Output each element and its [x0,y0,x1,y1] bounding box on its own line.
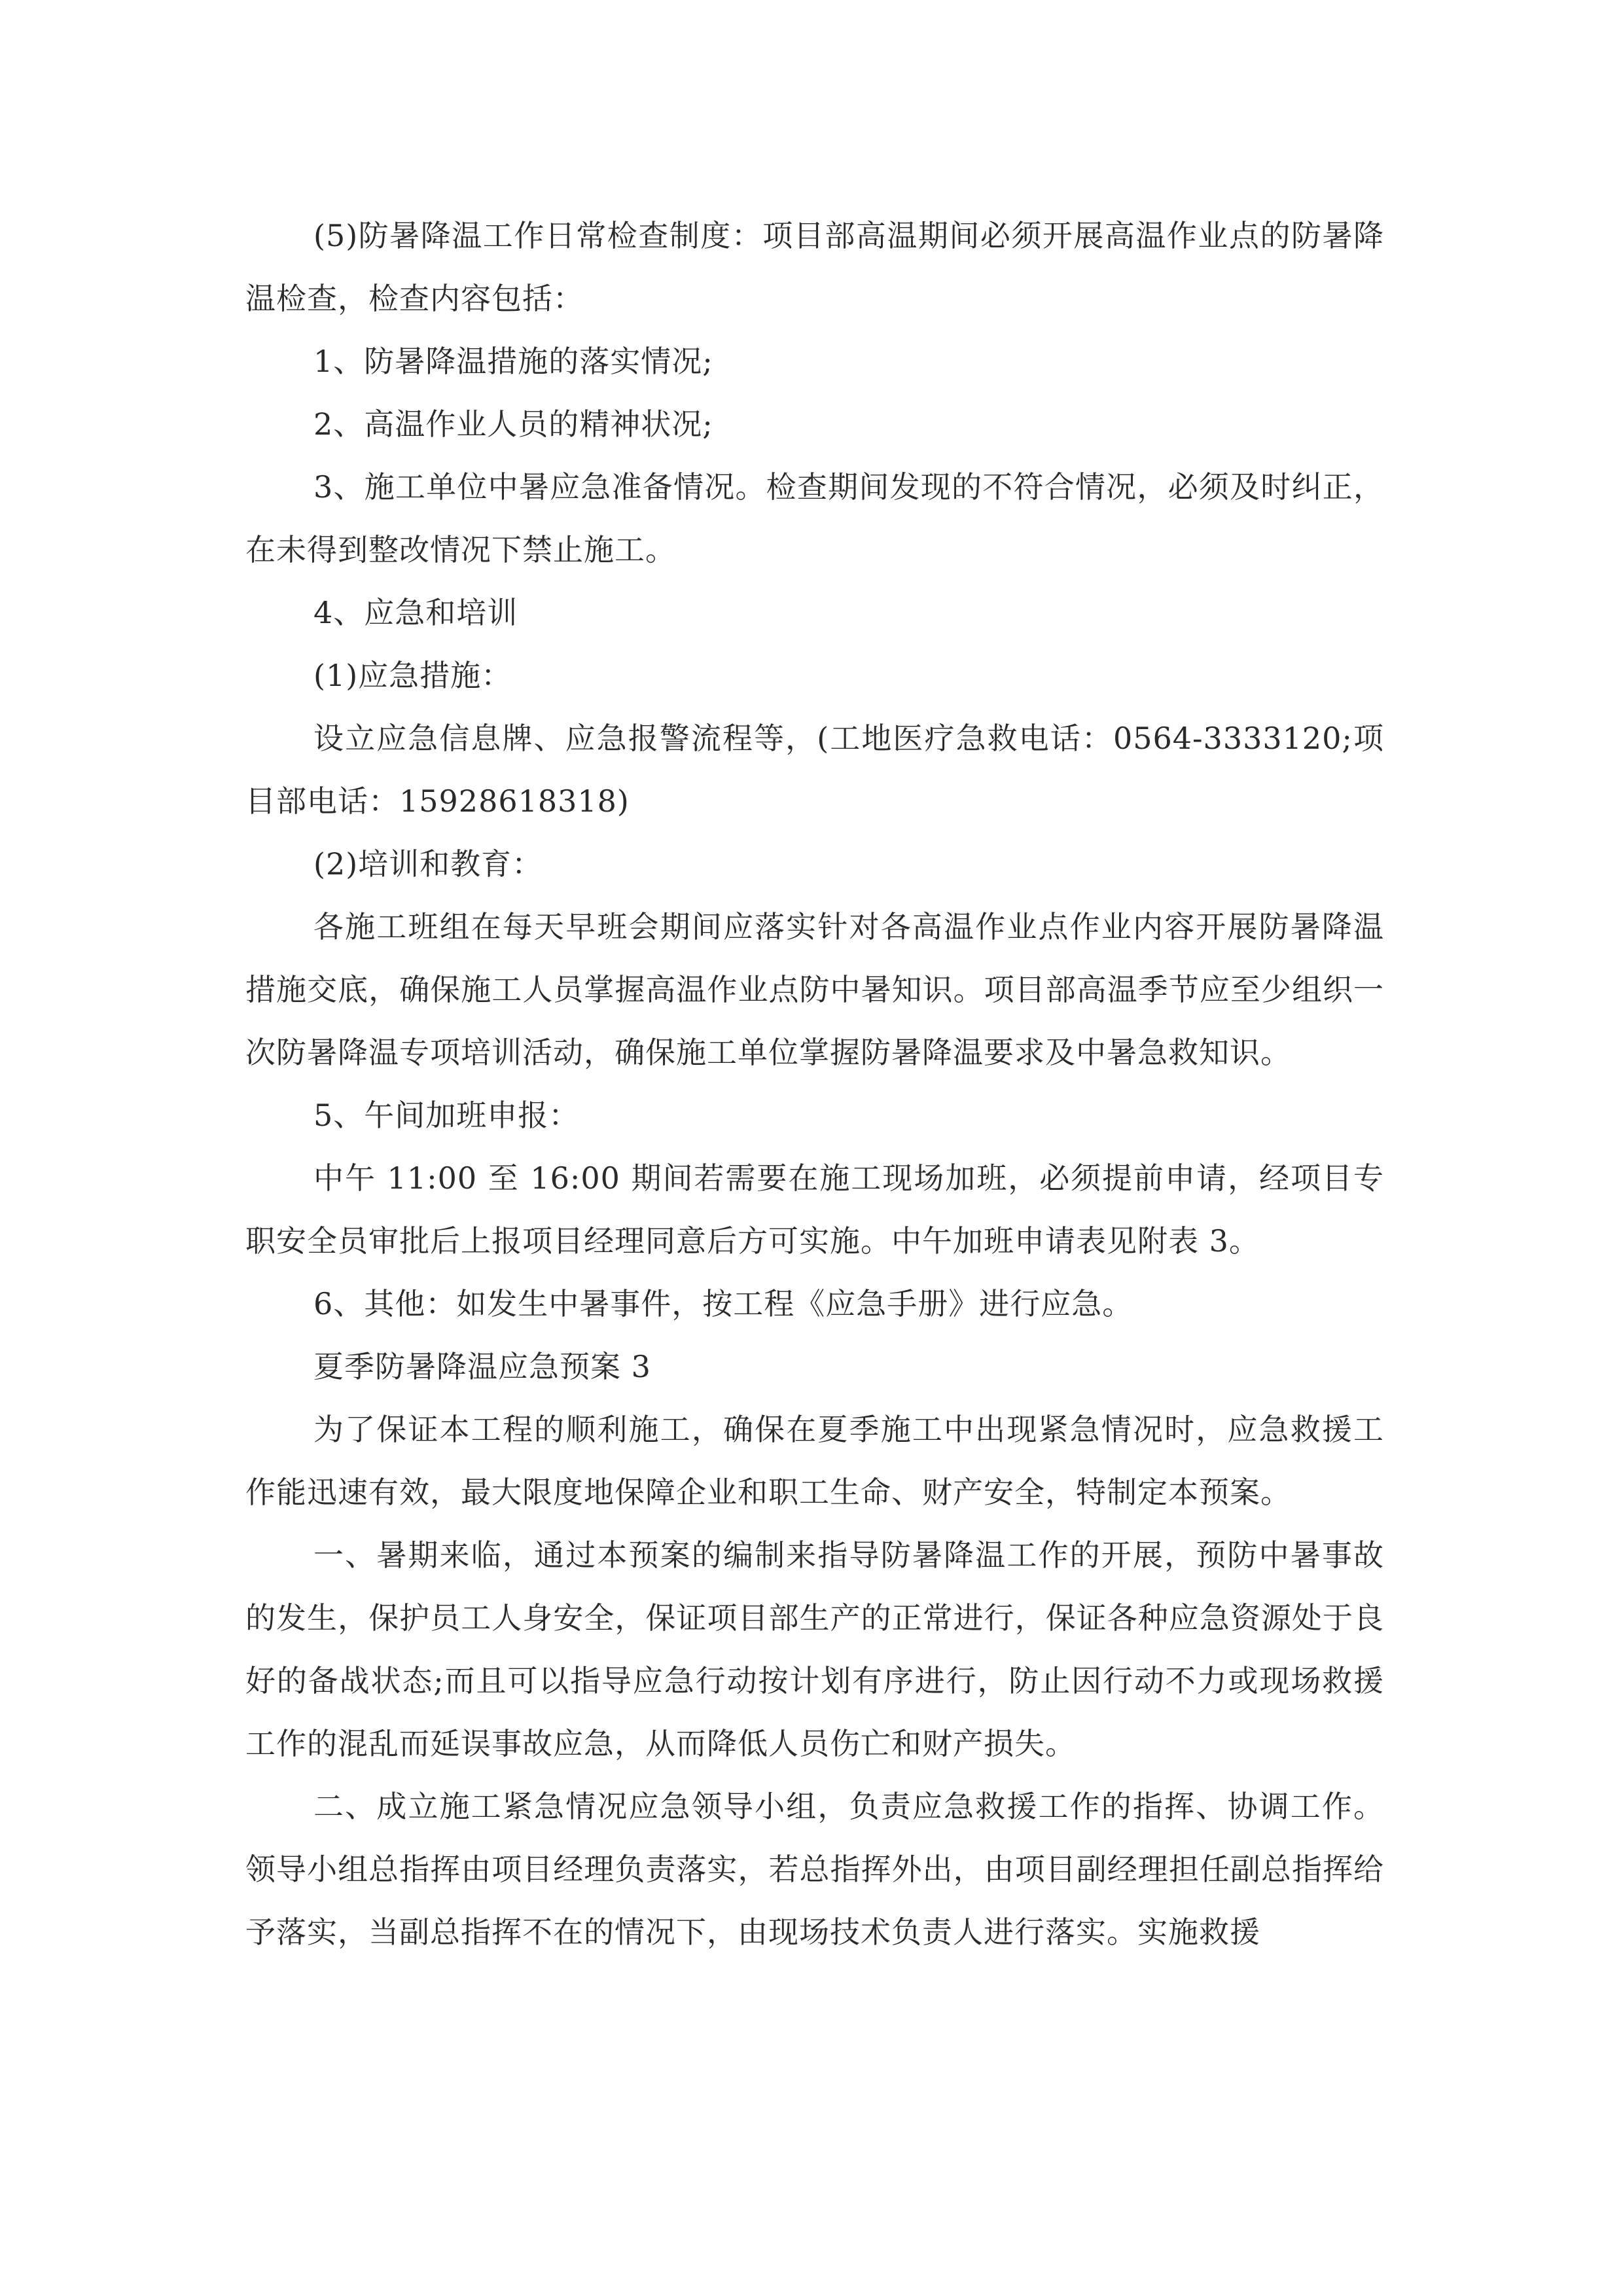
document-body [245,204,1384,1964]
section-heading-emergency-training: 4、应急和培训 [313,595,518,630]
paragraph-item-1: 1、防暑降温措施的落实情况; [313,344,713,379]
plan-title: 夏季防暑降温应急预案 3 [313,1349,651,1384]
paragraph-inspection-system: (5)防暑降温工作日常检查制度：项目部高温期间必须开展高温作业点的防暑降温检查，检查内容包括： [245,218,1384,316]
section-heading-other: 6、其他：如发生中暑事件，按工程《应急手册》进行应急。 [313,1286,1133,1321]
paragraph-emergency-phones: 设立应急信息牌、应急报警流程等，(工地医疗急救电话：0564-3333120;项目部电话：15928618318) [245,721,1384,819]
section-heading-overtime: 5、午间加班申报： [313,1098,580,1133]
paragraph-plan-purpose: 为了保证本工程的顺利施工，确保在夏季施工中出现紧急情况时，应急救援工作能迅速有效，最大限度地保障企业和职工生命、财产安全，特制定本预案。 [245,1412,1384,1510]
paragraph-item-3: 3、施工单位中暑应急准备情况。检查期间发现的不符合情况，必须及时纠正，在未得到整改情况下禁止施工。 [245,469,1384,567]
paragraph-section-two: 二、成立施工紧急情况应急领导小组，负责应急救援工作的指挥、协调工作。领导小组总指挥由项目经理负责落实，若总指挥外出，由项目副经理担任副总指挥给予落实，当副总指挥不在的情况下，由现场技术负责人进行落实。实施救援 [245,1789,1384,1950]
paragraph-overtime-details: 中午 11:00 至 16:00 期间若需要在施工现场加班，必须提前申请，经项目专职安全员审批后上报项目经理同意后方可实施。中午加班申请表见附表 3。 [245,1160,1384,1259]
paragraph-training-details: 各施工班组在每天早班会期间应落实针对各高温作业点作业内容开展防暑降温措施交底，确保施工人员掌握高温作业点防中暑知识。项目部高温季节应至少组织一次防暑降温专项培训活动，确保施工单位掌握防暑降温要求及中暑急救知识。 [245,909,1384,1070]
subheading-emergency-measures: (1)应急措施： [313,658,512,693]
paragraph-section-one: 一、暑期来临，通过本预案的编制来指导防暑降温工作的开展，预防中暑事故的发生，保护员工人身安全，保证项目部生产的正常进行，保证各种应急资源处于良好的备战状态;而且可以指导应急行动按计划有序进行，防止因行动不力或现场救援工作的混乱而延误事故应急，从而降低人员伤亡和财产损失。 [245,1537,1384,1761]
paragraph-item-2: 2、高温作业人员的精神状况; [313,406,713,442]
subheading-training-education: (2)培训和教育： [313,846,543,882]
